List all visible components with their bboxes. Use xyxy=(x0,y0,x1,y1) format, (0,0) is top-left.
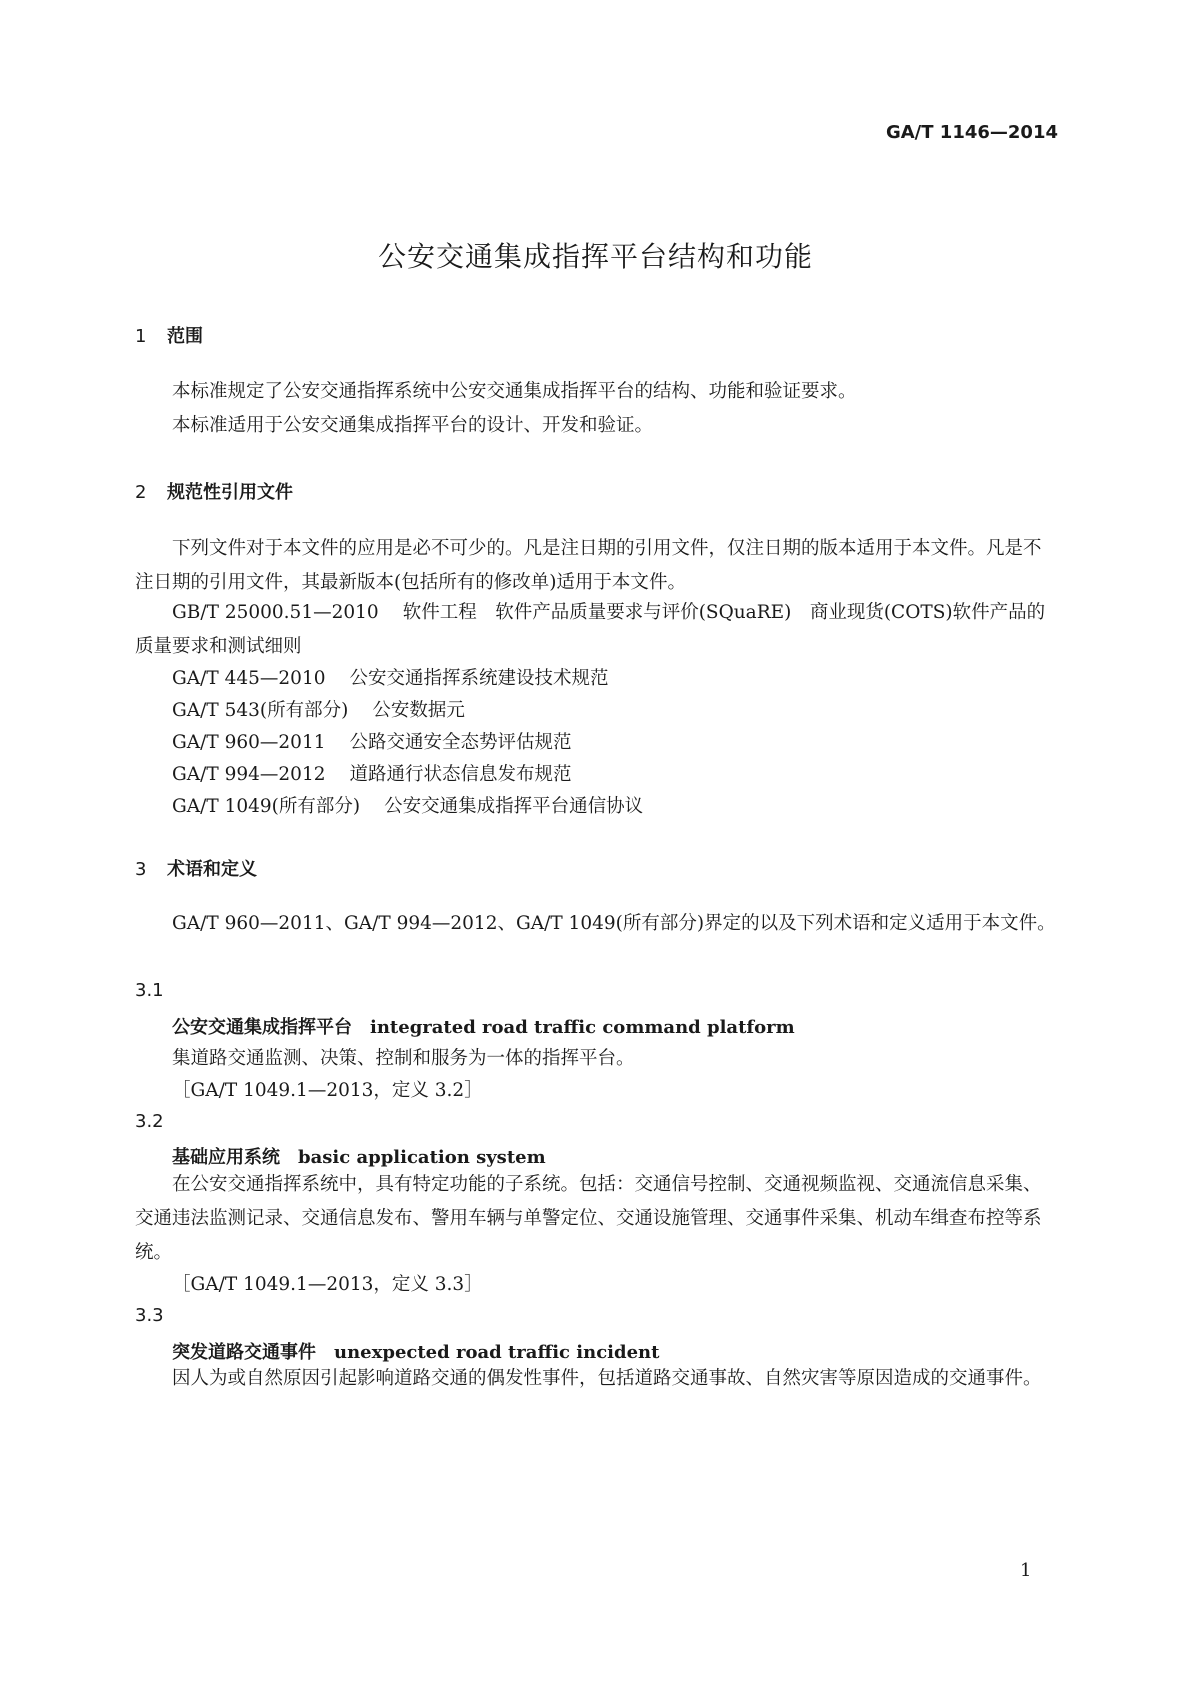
scope-paragraph-2: 本标准适用于公安交通集成指挥平台的设计、开发和验证。 xyxy=(172,415,654,436)
reference-code: GB/T 25000.51—2010 xyxy=(172,602,379,623)
term-source: ［GA/T 1049.1—2013，定义 3.2］ xyxy=(172,1080,483,1101)
reference-title: 公路交通安全态势评估规范 xyxy=(349,732,572,753)
term-definition: 在公安交通指挥系统中，具有特定功能的子系统。包括：交通信号控制、交通视频监视、交通流信息采集、交通违法监测记录、交通信息发布、警用车辆与单警定位、交通设施管理、交通事件采集、机动车缉查布控等系统。 xyxy=(135,1174,1042,1263)
terms-intro: GA/T 960—2011、GA/T 994—2012、GA/T 1049(所有部分)界定的以及下列术语和定义适用于本文件。 xyxy=(172,913,1056,934)
reference-item xyxy=(135,596,1059,664)
term-number: 3.3 xyxy=(135,1305,164,1326)
scope-paragraph-1: 本标准规定了公安交通指挥系统中公安交通集成指挥平台的结构、功能和验证要求。 xyxy=(172,381,857,402)
term-heading xyxy=(172,1338,659,1364)
reference-item xyxy=(172,664,609,690)
term-en: basic application system xyxy=(298,1147,546,1168)
reference-title: 公安交通集成指挥平台通信协议 xyxy=(384,796,644,817)
reference-title: 公安数据元 xyxy=(372,700,465,721)
page-number: 1 xyxy=(1020,1560,1032,1581)
reference-code: GA/T 960—2011 xyxy=(172,732,326,753)
reference-code: GA/T 994—2012 xyxy=(172,764,326,785)
term-heading xyxy=(172,1143,546,1169)
term-zh: 基础应用系统 xyxy=(172,1147,280,1168)
term-en: integrated road traffic command platform xyxy=(370,1017,795,1038)
reference-item xyxy=(172,696,465,722)
term-number: 3.2 xyxy=(135,1111,164,1132)
reference-code: GA/T 543(所有部分) xyxy=(172,700,349,721)
term-source: ［GA/T 1049.1—2013，定义 3.3］ xyxy=(172,1274,483,1295)
term-definition: 集道路交通监测、决策、控制和服务为一体的指挥平台。 xyxy=(172,1048,635,1069)
term-en: unexpected road traffic incident xyxy=(334,1342,660,1363)
section-title: 术语和定义 xyxy=(167,859,257,880)
reference-code: GA/T 1049(所有部分) xyxy=(172,796,361,817)
term-zh: 公安交通集成指挥平台 xyxy=(172,1017,352,1038)
section-title: 规范性引用文件 xyxy=(167,482,293,503)
section-number: 2 xyxy=(135,482,147,503)
term-definition: 因人为或自然原因引起影响道路交通的偶发性事件，包括道路交通事故、自然灾害等原因造成的交通事件。 xyxy=(172,1368,1042,1389)
reference-item xyxy=(172,760,572,786)
section-2-heading xyxy=(135,478,293,504)
references-intro: 下列文件对于本文件的应用是必不可少的。凡是注日期的引用文件，仅注日期的版本适用于本文件。凡是不注日期的引用文件，其最新版本(包括所有的修改单)适用于本文件。 xyxy=(135,538,1042,593)
reference-title: 公安交通指挥系统建设技术规范 xyxy=(349,668,609,689)
reference-title: 道路通行状态信息发布规范 xyxy=(349,764,572,785)
section-1-heading xyxy=(135,322,203,348)
reference-item xyxy=(172,792,643,818)
section-number: 3 xyxy=(135,859,147,880)
section-number: 1 xyxy=(135,326,147,347)
term-zh: 突发道路交通事件 xyxy=(172,1342,316,1363)
term-heading xyxy=(172,1013,795,1039)
page-title: 公安交通集成指挥平台结构和功能 xyxy=(377,240,813,273)
reference-item xyxy=(172,728,572,754)
standard-number: GA/T 1146—2014 xyxy=(885,122,1058,143)
term-number: 3.1 xyxy=(135,980,164,1001)
section-title: 范围 xyxy=(167,326,203,347)
reference-code: GA/T 445—2010 xyxy=(172,668,326,689)
reference-title: 软件工程 软件产品质量要求与评价(SQuaRE) 商业现货(COTS)软件产品的质量要求和测试细则 xyxy=(135,602,1046,657)
section-3-heading xyxy=(135,855,257,881)
